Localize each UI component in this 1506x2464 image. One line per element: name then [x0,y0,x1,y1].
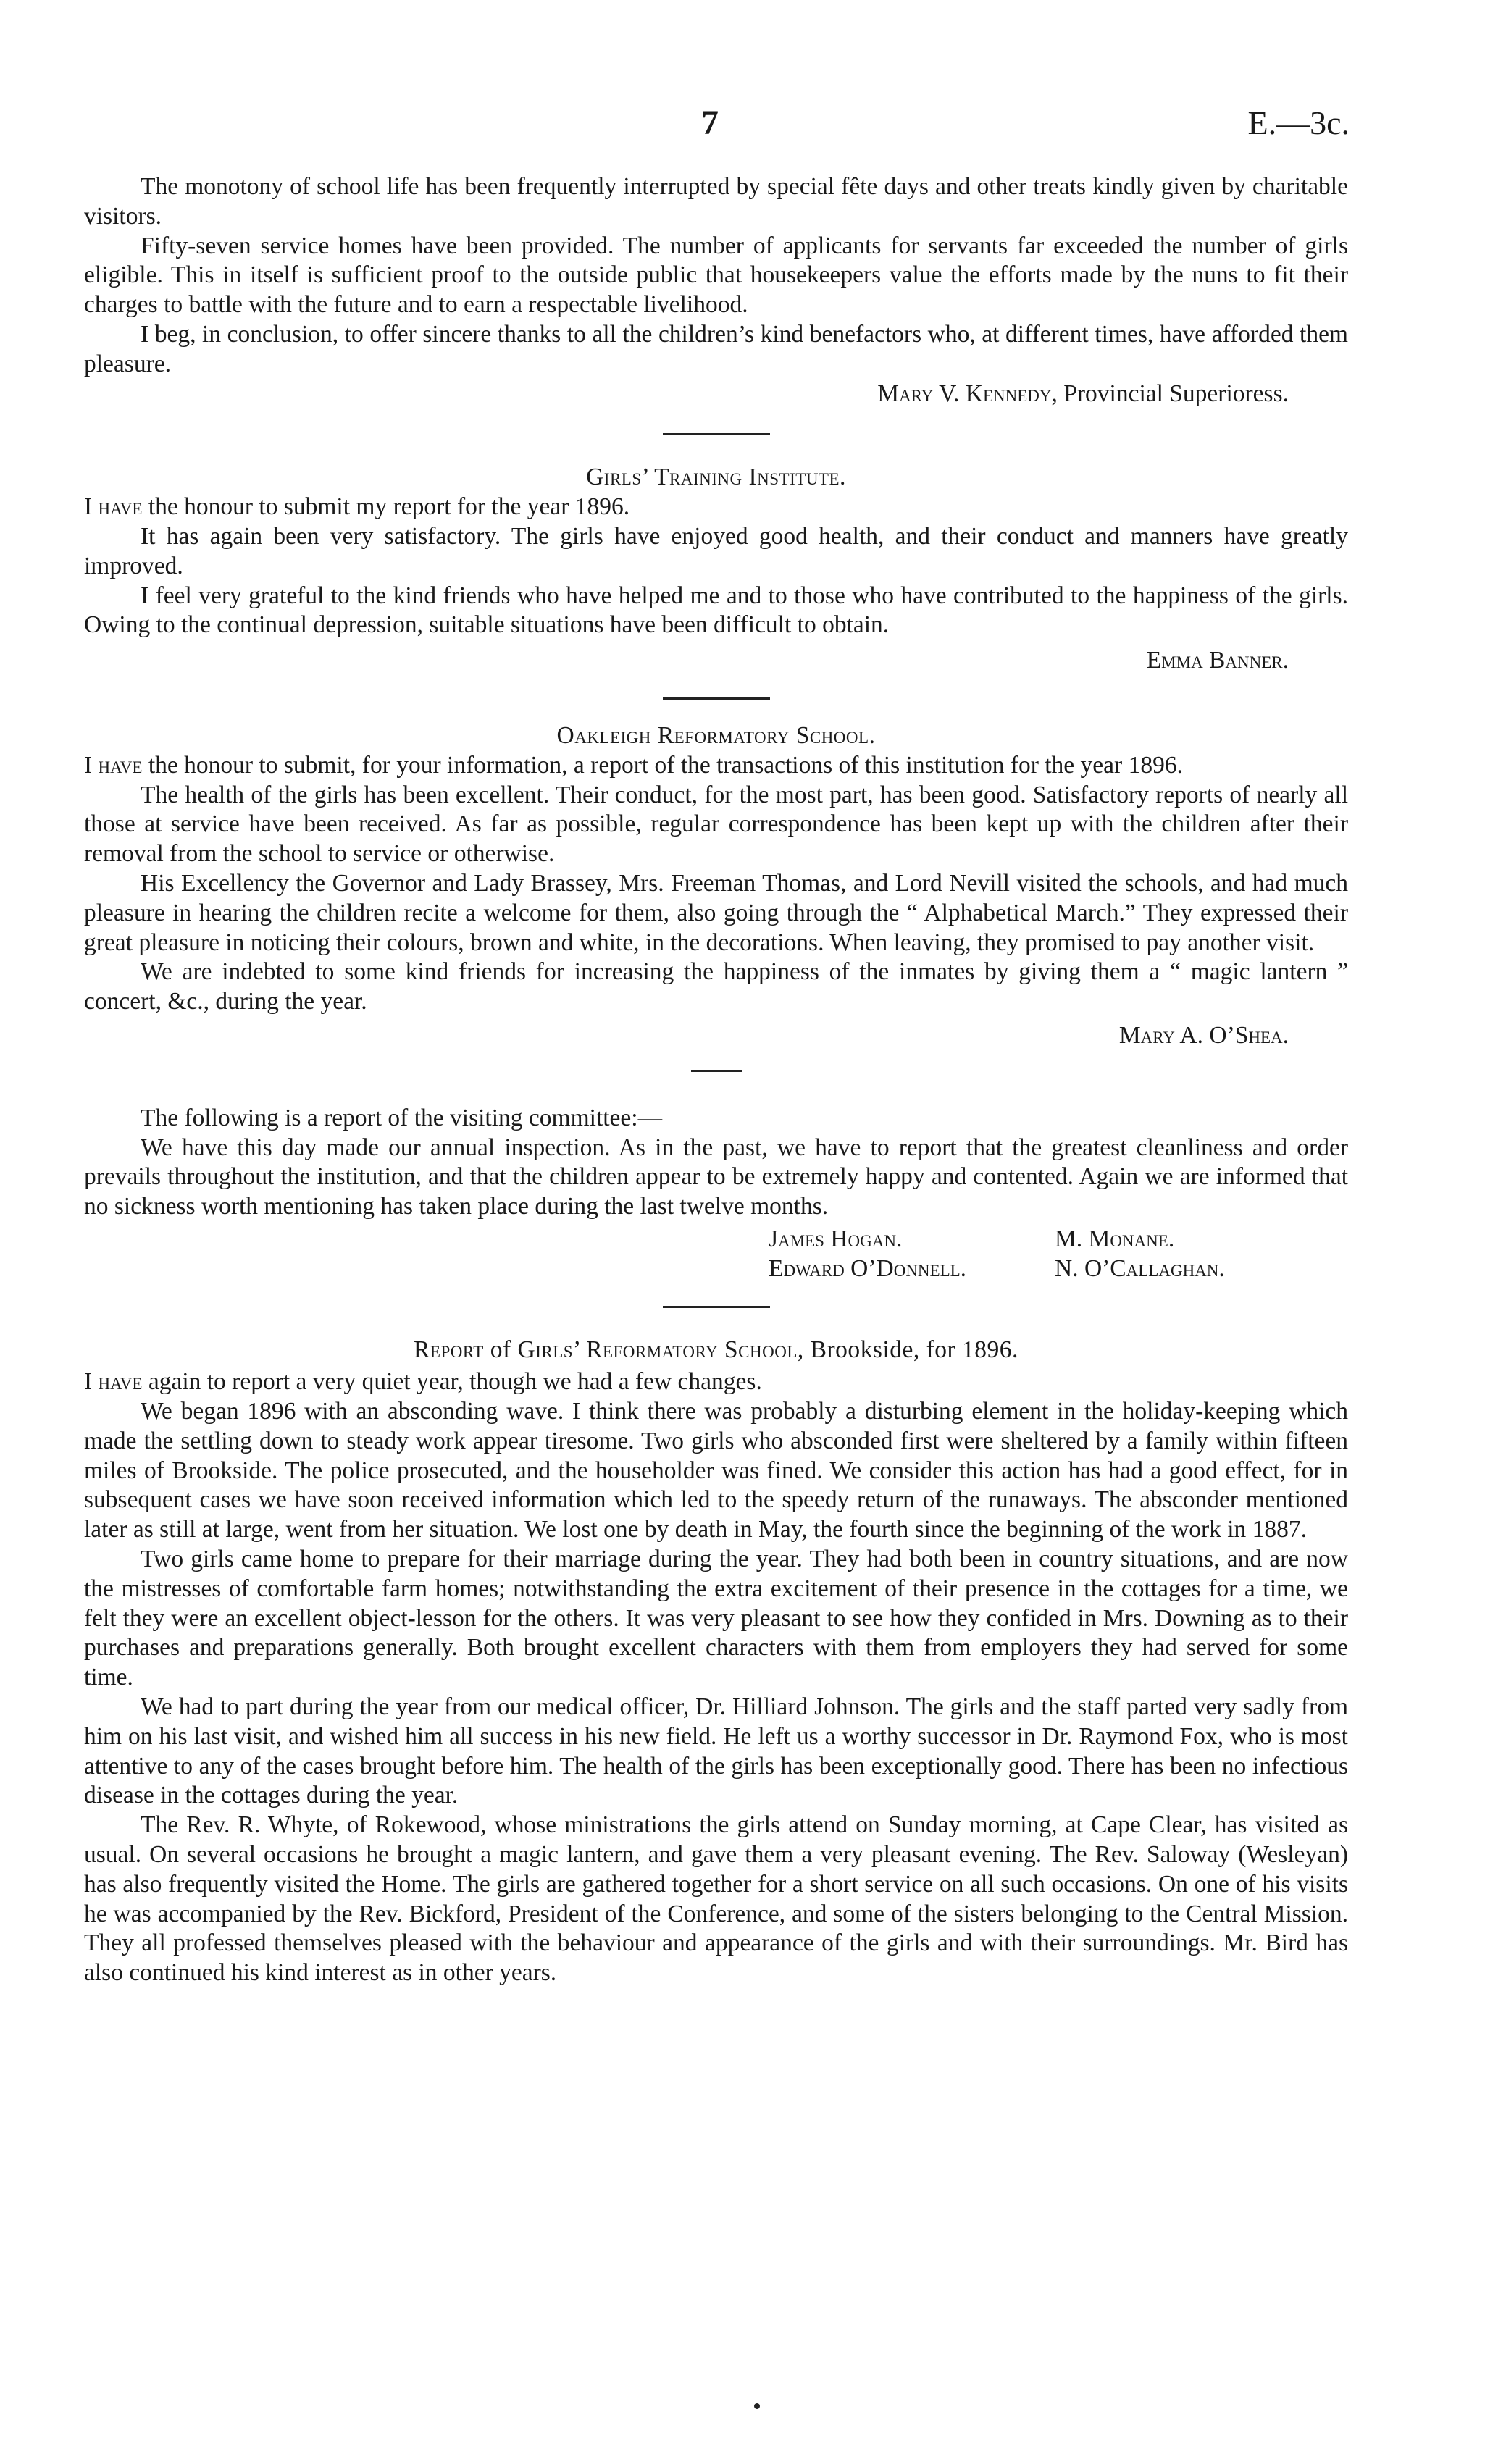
lead-words: I have [84,751,143,779]
section-heading: Oakleigh Reformatory School. [556,721,876,749]
committee-member: Edward O’Donnell. [769,1254,967,1282]
paragraph: I feel very grateful to the kind friends who have helped me and to those who have contributed to the happiness of the girls. Owing to the continual depression, suitable situations have been difficult to obtain. [84,582,1348,639]
lead-rest: the honour to submit my report for the year 1896. [142,493,630,521]
heading-part: of [483,1336,518,1363]
page-header [0,101,1506,145]
paragraph: Two girls came home to prepare for their marriage during the year. They had both been in country situations, and are now the mistresses of comfortable farm homes; notwithstanding the extra excitement of their presence in the cottages for a time, we felt they were an excellent object-lesson for the others. It was very pleasant to see how they confided in Mrs. Downing as to their purchases and preparations generally. Both brought excellent characters with them from employers they had served for some time. [84,1546,1348,1691]
committee-member: James Hogan. [769,1225,903,1252]
signature [84,646,1348,676]
committee-signatures [769,1225,1348,1284]
paragraph: It has again been very satisfactory. The girls have enjoyed good health, and their conduct and manners have greatly improved. [84,522,1348,579]
paragraph: The Rev. R. Whyte, of Rokewood, whose ministrations the girls attend on Sunday morning, at Cape Clear, has visited as usual. On several occasions he brought a magic lantern, and gave them a very pleasant evening. The Rev. Saloway (Wesleyan) has also frequently visited the Home. The girls are gathered together for a short service on all such occasions. On one of his visits he was accompanied by the Rev. Bickford, President of the Conference, and some of the sisters belonging to the Central Mission. They all professed themselves pleased with the behaviour and appearance of the girls and with their surroundings. Mr. Bird has also continued his kind interest as in other years. [84,1811,1348,1987]
paragraph: We have this day made our annual inspection. As in the past, we have to report that the greatest cleanliness and order prevails throughout the institution, and that the children appear to be extremely happy and contented. Again we are informed that no sickness worth mentioning has taken place during the last twelve months. [84,1133,1348,1220]
lead-words: I have [84,493,143,521]
signature [84,1021,1348,1051]
heading-part: , Brookside, for 1896. [797,1336,1018,1363]
paragraph: His Excellency the Governor and Lady Brassey, Mrs. Freeman Thomas, and Lord Nevill visited the schools, and had much pleasure in hearing the children recite a welcome for them, also going through the “ Alphabetical March.” They expressed their great pleasure in noticing their colours, brown and white, in the decorations. When leaving, they promised to pay another visit. [84,869,1348,956]
signature [84,380,1348,409]
paragraph [84,751,1348,781]
section-oakleigh [84,721,1348,1051]
heading-part: Report [414,1336,484,1363]
signature-name: Emma Banner. [1146,647,1289,674]
paragraph: The monotony of school life has been frequently interrupted by special fête days and other treats kindly given by charitable visitors. [84,173,1348,230]
paragraph: The health of the girls has been excellent. Their conduct, for the most part, has been good. Satisfactory reports of nearly all those at service have been received. As far as possible, regular correspondence has been kept up with the children after their removal from the school to service or otherwise. [84,781,1348,868]
paragraph: We are indebted to some kind friends for increasing the happiness of the inmates by giving them a “ magic lantern ” concert, &c., during the year. [84,958,1348,1015]
lead-rest: again to report a very quiet year, though we had a few changes. [142,1368,762,1396]
printer-mark [754,2403,760,2409]
paragraph: We had to part during the year from our medical officer, Dr. Hilliard Johnson. The girls and the staff parted very sadly from him on his last visit, and wished him all success in his new field. He left us a worthy successor in Dr. Raymond Fox, who is most attentive to any of the cases brought before him. The health of the girls has been exceptionally good. There has been no infectious disease in the cottages during the year. [84,1693,1348,1809]
document-body [84,172,1348,1988]
committee-member: N. O’Callaghan. [1055,1254,1225,1282]
paragraph [84,1367,1348,1397]
document-reference: E.—3c. [1247,104,1350,141]
section-brookside [84,1336,1348,1989]
section-visiting-committee [84,1104,1348,1284]
section-provincial-report [84,172,1348,408]
section-heading: Girls’ Training Institute. [586,464,846,491]
committee-member: M. Monane. [1055,1225,1175,1252]
signature-name: Mary A. O’Shea. [1118,1021,1289,1049]
signature-name: Mary V. Kennedy [877,380,1052,407]
paragraph [84,493,1348,522]
paragraph: I beg, in conclusion, to offer sincere thanks to all the children’s kind benefactors who, at different times, have afforded them pleasure. [84,320,1348,377]
lead-words: I have [84,1368,143,1396]
heading-part: Girls’ Reformatory School [517,1336,798,1363]
paragraph: The following is a report of the visiting committee:— [141,1104,663,1131]
section-training-institute [84,463,1348,676]
section-heading [84,1336,1348,1365]
paragraph: Fifty-seven service homes have been provided. The number of applicants for servants far exceeded the number of girls eligible. This in itself is sufficient proof to the outside public that housekeepers value the efforts made by the nuns to fit their charges to battle with the future and to earn a respectable livelihood. [84,232,1348,319]
signature-title: , Provincial Superioress. [1051,380,1289,407]
paragraph: We began 1896 with an absconding wave. I think there was probably a disturbing element in the holiday-keeping which made the settling down to steady work appear tiresome. Two girls who absconded first were sheltered by a family within fifteen miles of Brookside. The police prosecuted, and the householder was fined. We consider this action has had a good effect, for in subsequent cases we have soon received information which led to the speedy return of the runaways. The absconder mentioned later as still at large, went from her situation. We lost one by death in May, the fourth since the beginning of the work in 1887. [84,1398,1348,1543]
lead-rest: the honour to submit, for your information, a report of the transactions of this institution for the year 1896. [142,751,1183,779]
page-number: 7 [701,104,719,142]
